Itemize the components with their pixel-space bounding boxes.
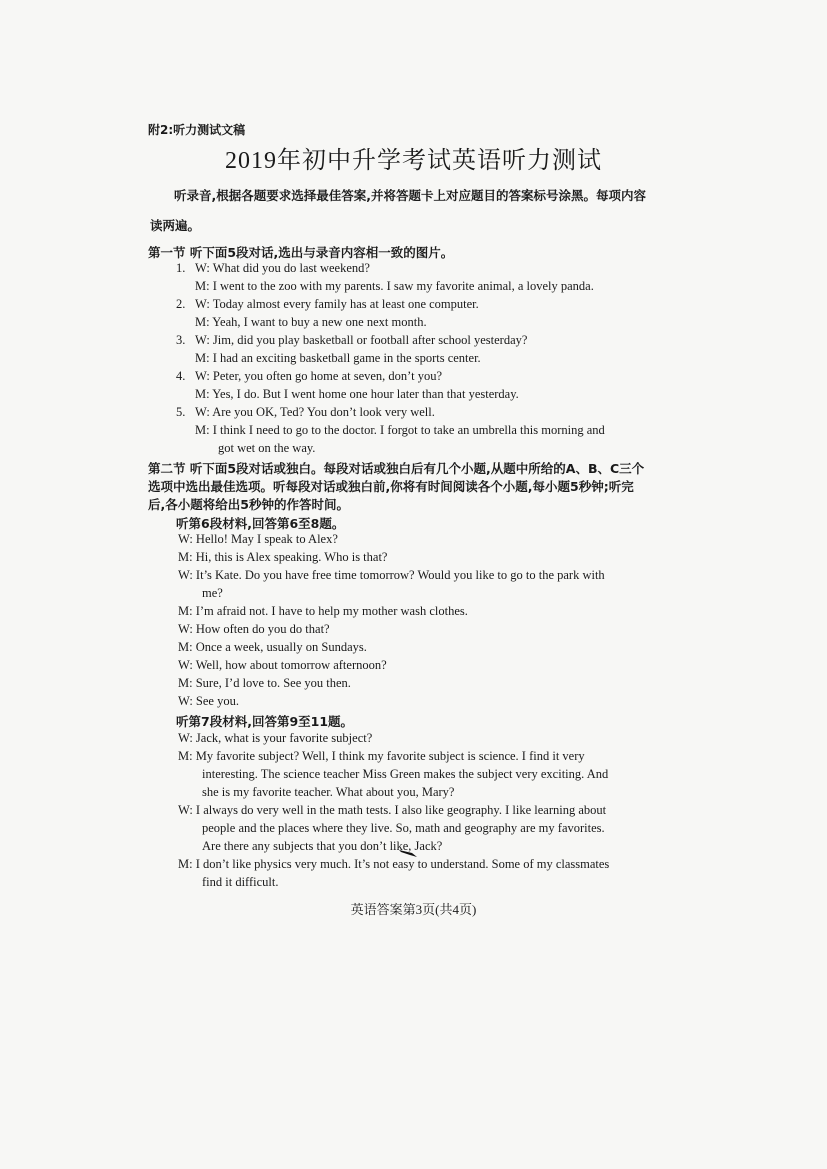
item-number: 5. (176, 405, 186, 419)
item-5-m-continued: got wet on the way. (218, 441, 316, 455)
item-5-w: W: Are you OK, Ted? You don’t look very well. (195, 405, 435, 419)
section2-heading-line-3: 后,各小题将给出5秒钟的作答时间。 (148, 497, 349, 512)
item-4-m: M: Yes, I do. But I went home one hour later than that yesterday. (195, 387, 519, 401)
item-number: 3. (176, 333, 186, 347)
dialogue-line: M: I don’t like physics very much. It’s not easy to understand. Some of my classmates (178, 857, 610, 871)
section2-heading-line-1: 第二节 听下面5段对话或独白。每段对话或独白后有几个小题,从题中所给的A、B、C三个 (148, 461, 645, 476)
item-3-m: M: I had an exciting basketball game in the sports center. (195, 351, 481, 365)
dialogue-line: she is my favorite teacher. What about you, Mary? (202, 785, 455, 799)
dialogue-line: W: I always do very well in the math tests. I also like geography. I like learning about (178, 803, 607, 817)
dialogue-line: W: Well, how about tomorrow afternoon? (178, 658, 387, 672)
dialogue-line: Are there any subjects that you don’t like, Jack? (202, 839, 443, 853)
item-number: 1. (176, 261, 186, 275)
item-5-m: M: I think I need to go to the doctor. I forgot to take an umbrella this morning and (195, 423, 605, 437)
section2-heading-line-2: 选项中选出最佳选项。听每段对话或独白前,你将有时间阅读各个小题,每小题5秒钟;听完 (148, 479, 634, 494)
page-footer: 英语答案第3页(共4页) (350, 902, 477, 917)
dialogue-line: M: I’m afraid not. I have to help my mother wash clothes. (178, 604, 468, 618)
dialogue-line: W: It’s Kate. Do you have free time tomorrow? Would you like to go to the park with (178, 568, 605, 582)
instructions-line-2: 读两遍。 (150, 218, 201, 233)
dialogue-line: W: See you. (178, 694, 239, 708)
part7-heading: 听第7段材料,回答第9至11题。 (176, 714, 354, 729)
dialogue-line: me? (202, 586, 223, 600)
dialogue-line: M: My favorite subject? Well, I think my favorite subject is science. I find it very (178, 749, 585, 763)
instructions-line-1: 听录音,根据各题要求选择最佳答案,并将答题卡上对应题目的答案标号涂黑。每项内容 (174, 188, 646, 203)
appendix-label: 附2:听力测试文稿 (148, 123, 246, 137)
dialogue-line: people and the places where they live. So, math and geography are my favorites. (202, 821, 605, 835)
dialogue-line: W: How often do you do that? (178, 622, 330, 636)
dialogue-line: W: Jack, what is your favorite subject? (178, 731, 373, 745)
item-2-m: M: Yeah, I want to buy a new one next month. (195, 315, 427, 329)
page-title: 2019年初中升学考试英语听力测试 (225, 148, 602, 174)
dialogue-line: W: Hello! May I speak to Alex? (178, 532, 338, 546)
item-number: 2. (176, 297, 186, 311)
dialogue-line: find it difficult. (202, 875, 279, 889)
dialogue-line: M: Sure, I’d love to. See you then. (178, 676, 351, 690)
item-1-w: W: What did you do last weekend? (195, 261, 370, 275)
item-number: 4. (176, 369, 186, 383)
item-1-m: M: I went to the zoo with my parents. I saw my favorite animal, a lovely panda. (195, 279, 594, 293)
item-4-w: W: Peter, you often go home at seven, don’t you? (195, 369, 443, 383)
dialogue-line: interesting. The science teacher Miss Green makes the subject very exciting. And (202, 767, 609, 781)
item-3-w: W: Jim, did you play basketball or football after school yesterday? (195, 333, 528, 347)
dialogue-line: M: Once a week, usually on Sundays. (178, 640, 367, 654)
dialogue-line: M: Hi, this is Alex speaking. Who is that? (178, 550, 388, 564)
section1-heading: 第一节 听下面5段对话,选出与录音内容相一致的图片。 (148, 245, 454, 260)
item-2-w: W: Today almost every family has at least one computer. (195, 297, 479, 311)
part6-heading: 听第6段材料,回答第6至8题。 (176, 516, 345, 531)
ink-smudge-mark (398, 848, 418, 858)
